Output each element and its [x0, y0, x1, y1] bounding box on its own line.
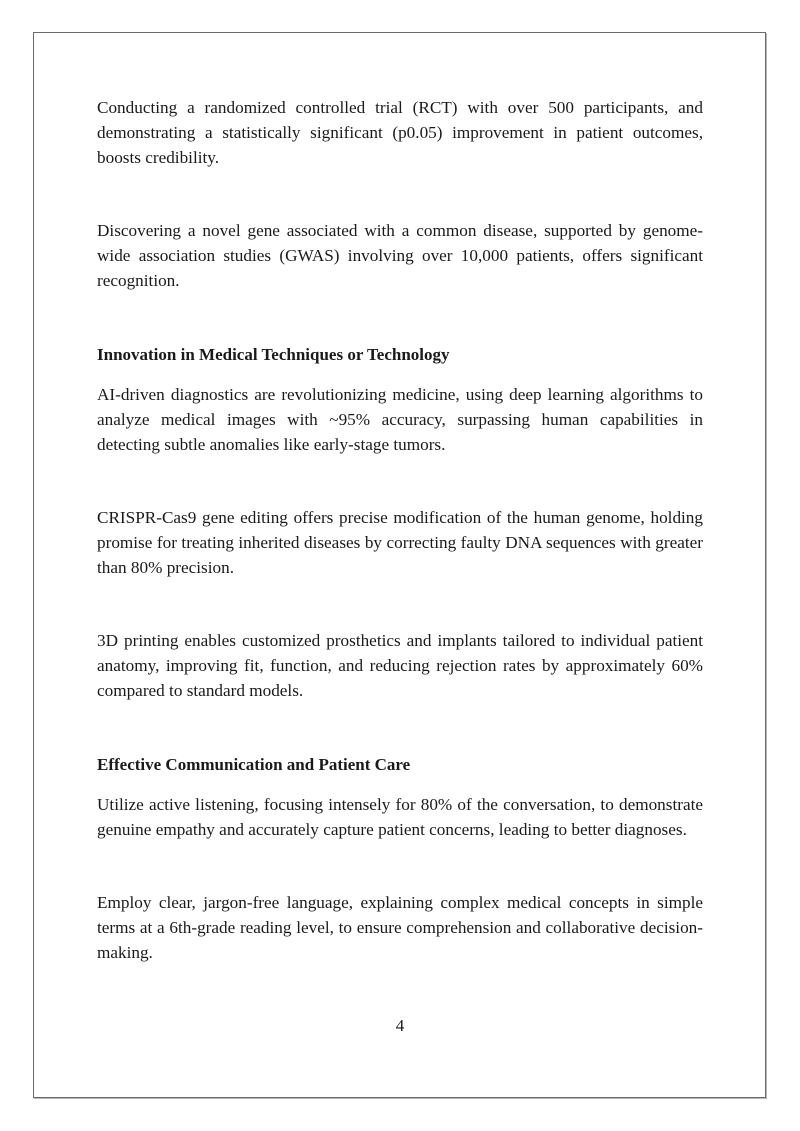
paragraph-gwas: Discovering a novel gene associated with a common disease, supported by genome-wide association studies (GWAS) involving over 10,000 patients, offers significant recognition.	[97, 221, 703, 290]
paragraph-crispr: CRISPR-Cas9 gene editing offers precise modification of the human genome, holding promise for treating inherited diseases by correcting faulty DNA sequences with greater than 80% precision.	[97, 508, 703, 577]
section-heading-communication: Effective Communication and Patient Care	[97, 755, 411, 774]
paragraph-active-listening: Utilize active listening, focusing intensely for 80% of the conversation, to demonstrate genuine empathy and accurately capture patient concerns, leading to better diagnoses.	[97, 795, 703, 839]
page-number: 4	[395, 1016, 405, 1035]
paragraph-rct: Conducting a randomized controlled trial (RCT) with over 500 participants, and demonstrating a statistically significant (p0.05) improvement in patient outcomes, boosts credibility.	[97, 98, 703, 167]
document-body	[97, 95, 703, 965]
section-heading-innovation: Innovation in Medical Techniques or Technology	[97, 345, 450, 364]
paragraph-3d-printing: 3D printing enables customized prosthetics and implants tailored to individual patient anatomy, improving fit, function, and reducing rejection rates by approximately 60% compared to standard models.	[97, 631, 703, 700]
paragraph-ai-diagnostics: AI-driven diagnostics are revolutionizing medicine, using deep learning algorithms to analyze medical images with ~95% accuracy, surpassing human capabilities in detecting subtle anomalies like early-stage tumors.	[97, 385, 703, 454]
paragraph-clear-language: Employ clear, jargon-free language, explaining complex medical concepts in simple terms at a 6th-grade reading level, to ensure comprehension and collaborative decision-making.	[97, 893, 703, 962]
